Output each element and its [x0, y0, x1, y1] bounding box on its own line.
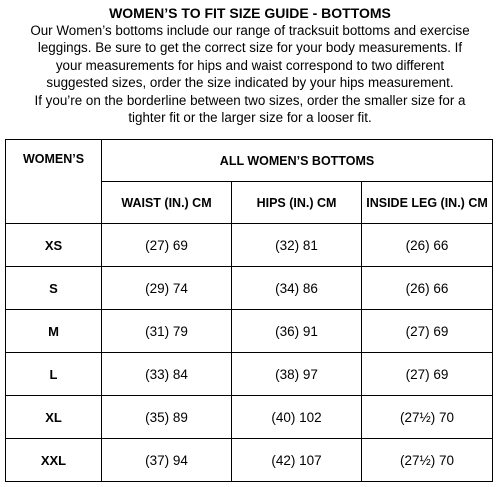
- inside-leg-value: (27) 69: [362, 310, 493, 353]
- table-row: [6, 353, 493, 396]
- waist-value: (31) 79: [102, 310, 232, 353]
- waist-value: (33) 84: [102, 353, 232, 396]
- table-row: [6, 396, 493, 439]
- hips-value: (34) 86: [232, 267, 362, 310]
- waist-value: (29) 74: [102, 267, 232, 310]
- column-header-hips: HIPS (IN.) CM: [232, 182, 362, 224]
- intro-section: [0, 5, 500, 126]
- waist-value: (35) 89: [102, 396, 232, 439]
- size-label: L: [6, 353, 102, 396]
- size-label: XXL: [6, 439, 102, 482]
- size-label: S: [6, 267, 102, 310]
- waist-value: (37) 94: [102, 439, 232, 482]
- size-label: XS: [6, 224, 102, 267]
- inside-leg-value: (26) 66: [362, 224, 493, 267]
- corner-header: WOMEN’S: [6, 140, 102, 224]
- inside-leg-value: (27) 69: [362, 353, 493, 396]
- group-header: ALL WOMEN’S BOTTOMS: [102, 140, 493, 182]
- hips-value: (38) 97: [232, 353, 362, 396]
- column-header-inside-leg: INSIDE LEG (IN.) CM: [362, 182, 493, 224]
- inside-leg-value: (27½) 70: [362, 396, 493, 439]
- intro-line: your measurements for hips and waist correspond to two different: [55, 57, 445, 73]
- table-row: [6, 267, 493, 310]
- table-row: [6, 439, 493, 482]
- page-title: WOMEN’S TO FIT SIZE GUIDE - BOTTOMS: [109, 5, 391, 21]
- table-row: [6, 224, 493, 267]
- inside-leg-value: (26) 66: [362, 267, 493, 310]
- intro-line: Our Women’s bottoms include our range of tracksuit bottoms and exercise: [30, 23, 470, 38]
- table-row: [6, 310, 493, 353]
- size-label: XL: [6, 396, 102, 439]
- size-label: M: [6, 310, 102, 353]
- size-guide-table: [5, 139, 493, 482]
- hips-value: (42) 107: [232, 439, 362, 482]
- hips-value: (32) 81: [232, 224, 362, 267]
- table-header-row: [6, 140, 493, 182]
- hips-value: (40) 102: [232, 396, 362, 439]
- column-header-waist: WAIST (IN.) CM: [102, 182, 232, 224]
- intro-line: tighter fit or the larger size for a looser fit.: [128, 110, 372, 126]
- hips-value: (36) 91: [232, 310, 362, 353]
- intro-line: suggested sizes, order the size indicated by your hips measurement.: [46, 75, 454, 91]
- inside-leg-value: (27½) 70: [362, 439, 493, 482]
- waist-value: (27) 69: [102, 224, 232, 267]
- intro-line: leggings. Be sure to get the correct size for your body measurements. If: [37, 40, 463, 56]
- intro-line: If you’re on the borderline between two sizes, order the smaller size for a: [34, 92, 466, 108]
